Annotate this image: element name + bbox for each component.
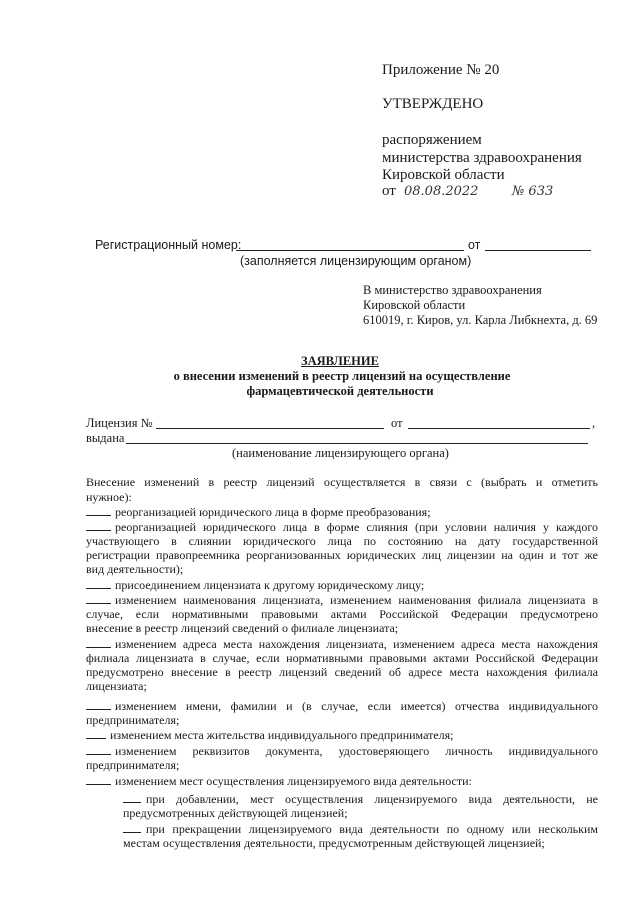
item-5-line-2: филиала лицензиата в случае, если нормативными правовыми актами Российской Федерации	[86, 651, 598, 665]
item-9-2-line-1: при прекращении лицензируемого вида деятельности по одному или нескольким	[146, 822, 598, 836]
document-subtitle-1: о внесении изменений в реестр лицензий на осуществление	[173, 369, 511, 383]
registration-from-label: от	[468, 238, 481, 252]
document-subtitle-2: фармацевтической деятельности	[246, 384, 434, 398]
item-9-1-line-1: при добавлении, мест осуществления лицензируемого вида деятельности, не	[146, 792, 598, 806]
item-2-line-1: реорганизацией юридического лица в форме слияния (при условии наличия у каждого	[115, 520, 598, 534]
intro-line-2: нужное):	[86, 490, 132, 504]
item-9-text: изменением мест осуществления лицензируемого вида деятельности:	[115, 774, 472, 788]
license-date-field[interactable]	[408, 415, 590, 429]
item-2-line-3: регистрации правопреемника реорганизованных юридических лиц лицензии на один и тот же	[86, 548, 598, 562]
registration-date-field[interactable]	[485, 237, 591, 251]
order-line-2: министерства здравоохранения	[382, 150, 582, 166]
item-6-line-2: предпринимателя;	[86, 713, 180, 727]
order-date-handwritten: 08.08.2022	[404, 184, 479, 199]
item-2-line-2: участвующего в слиянии юридического лица по состоянию на дату государственной	[86, 534, 598, 548]
item-8-line-1: изменением реквизитов документа, удостоверяющего личность индивидуального	[115, 744, 598, 758]
license-number-field[interactable]	[156, 415, 384, 429]
issued-label: выдана	[86, 431, 125, 445]
license-label: Лицензия №	[86, 416, 153, 430]
item-6-line-1: изменением имени, фамилии и (в случае, если имеется) отчества индивидуального	[115, 699, 598, 713]
item-9-2-line-2: местам осуществления деятельности, предусмотренным действующей лицензией;	[123, 836, 545, 850]
item-8-line-2: предпринимателя;	[86, 758, 180, 772]
registration-note: (заполняется лицензирующим органом)	[240, 254, 472, 268]
item-4-line-2: случае, если нормативными правовыми актами Российской Федерации предусмотрено	[86, 607, 598, 621]
approved-heading: УТВЕРЖДЕНО	[382, 96, 484, 112]
intro-line-1: Внесение изменений в реестр лицензий осуществляется в связи с (выбрать и отметить	[86, 475, 598, 489]
item-9-1-line-2: предусмотренных действующей лицензией;	[123, 806, 348, 820]
item-7-text: изменением места жительства индивидуального предпринимателя;	[110, 728, 454, 742]
order-date-label: от	[382, 183, 396, 199]
order-number-handwritten: № 633	[512, 184, 554, 199]
registration-label: Регистрационный номер:	[95, 238, 242, 252]
item-2-line-4: вид деятельности);	[86, 562, 184, 576]
item-4-line-3: внесение в реестр лицензий сведений о филиале лицензиата;	[86, 621, 399, 635]
registration-number-field[interactable]	[236, 237, 464, 251]
order-line-3: Кировской области	[382, 167, 505, 183]
addressee-line-2: Кировской области	[363, 298, 466, 312]
appendix-number: Приложение № 20	[382, 62, 500, 78]
item-9-checkbox[interactable]	[86, 772, 111, 790]
order-line-1: распоряжением	[382, 132, 482, 148]
license-comma: ,	[592, 416, 596, 430]
item-1-text: реорганизацией юридического лица в форме преобразования;	[115, 505, 431, 519]
item-5-line-1: изменением адреса места нахождения лицензиата, изменением адреса места нахождения	[115, 637, 598, 651]
document-title: ЗАЯВЛЕНИЕ	[301, 354, 379, 368]
item-3-text: присоединением лицензиата к другому юридическому лицу;	[115, 578, 425, 592]
item-5-line-4: лицензиата;	[86, 679, 147, 693]
license-from-label: от	[391, 416, 403, 430]
issuer-note: (наименование лицензирующего органа)	[232, 446, 449, 460]
issuer-field[interactable]	[126, 430, 588, 444]
addressee-line-3: 610019, г. Киров, ул. Карла Либкнехта, д. 69	[363, 313, 598, 327]
item-5-line-3: предусмотрено внесение в реестр лицензий сведений об адресе места нахождения филиала	[86, 665, 598, 679]
item-4-line-1: изменением наименования лицензиата, изменением наименования филиала лицензиата в	[115, 593, 598, 607]
addressee-line-1: В министерство здравоохранения	[363, 283, 542, 297]
